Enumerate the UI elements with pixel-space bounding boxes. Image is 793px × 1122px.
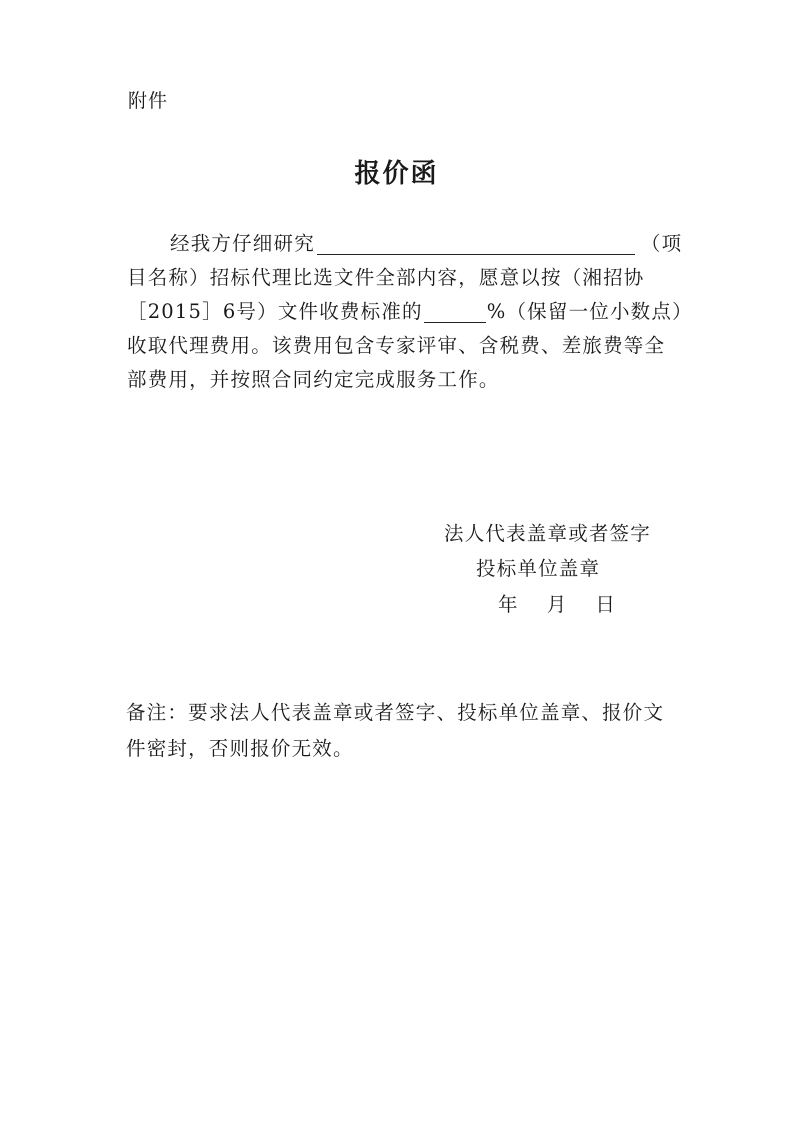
year-label: 年 xyxy=(498,593,519,616)
paragraph-line-1 xyxy=(170,229,682,259)
paragraph-line-3-tail: %（保留一位小数点） xyxy=(486,300,693,323)
legal-rep-signature-label: 法人代表盖章或者签字 xyxy=(444,522,652,545)
note-line-1: 备注：要求法人代表盖章或者签字、投标单位盖章、报价文 xyxy=(126,701,665,724)
document-title: 报价函 xyxy=(354,159,439,189)
paragraph-line-2: 目名称）招标代理比选文件全部内容，愿意以按（湘招协 xyxy=(127,266,645,289)
bidder-seal-label: 投标单位盖章 xyxy=(476,557,601,580)
paragraph-line-1-tail: （项 xyxy=(640,232,683,255)
day-label: 日 xyxy=(595,593,617,616)
percentage-blank xyxy=(424,302,486,323)
paragraph-line-3 xyxy=(127,297,693,327)
month-label: 月 xyxy=(546,593,568,616)
date-line xyxy=(498,589,616,617)
paragraph-line-1-lead: 经我方仔细研究 xyxy=(170,232,315,255)
attachment-label: 附件 xyxy=(128,90,169,112)
paragraph-line-3-lead: ［2015］6号）文件收费标准的 xyxy=(127,300,423,323)
paragraph-line-4: 收取代理费用。该费用包含专家评审、含税费、差旅费等全 xyxy=(127,334,666,357)
paragraph-line-5: 部费用，并按照合同约定完成服务工作。 xyxy=(127,368,500,391)
note-line-2: 件密封，否则报价无效。 xyxy=(126,737,354,760)
project-name-blank xyxy=(317,234,635,255)
